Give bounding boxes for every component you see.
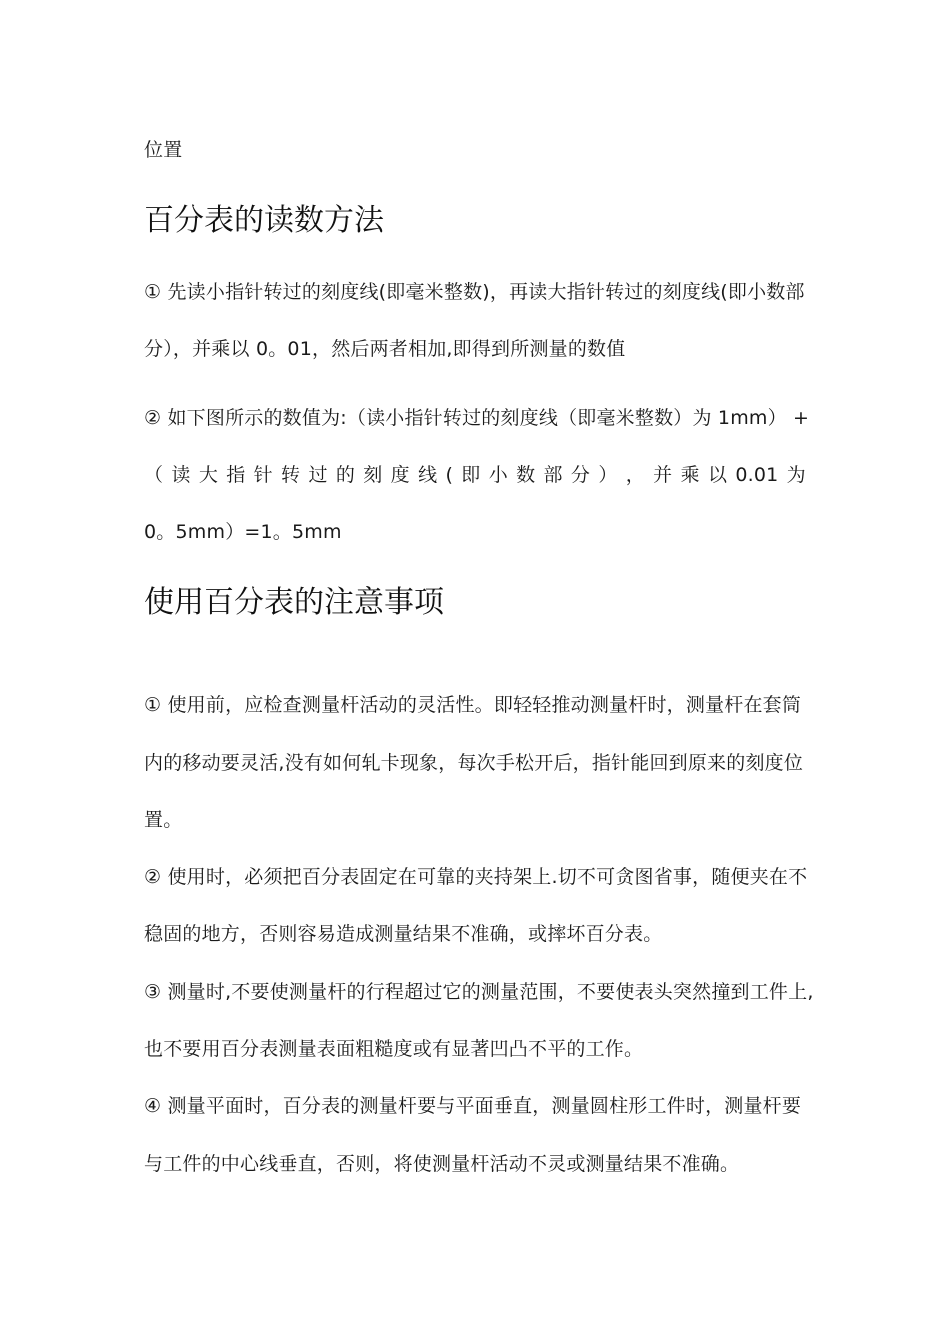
- text-line-reading-step1-b: 分），并乘以 0。01，然后两者相加,即得到所测量的数值: [144, 338, 626, 360]
- justified-glyph: 指: [226, 464, 246, 486]
- justified-glyph: ）: [598, 464, 618, 486]
- justified-glyph: 0.01: [735, 464, 779, 486]
- section-heading-precautions: 使用百分表的注意事项: [144, 585, 444, 620]
- section-heading-reading-method: 百分表的读数方法: [144, 203, 384, 238]
- justified-glyph: 并: [653, 464, 673, 486]
- justified-glyph: 度: [390, 464, 410, 486]
- text-line-reading-step2-c: 0。5mm）=1。5mm: [144, 521, 342, 543]
- justified-glyph: 线: [418, 464, 438, 486]
- text-line-reading-step2-a: ② 如下图所示的数值为:（读小指针转过的刻度线（即毫米整数）为 1mm） +: [144, 407, 810, 429]
- text-line-precaution1-b: 内的移动要灵活,没有如何轧卡现象，每次手松开后，指针能回到原来的刻度位: [144, 752, 804, 774]
- justified-glyph: 针: [253, 464, 273, 486]
- justified-glyph: 分: [570, 464, 591, 486]
- justified-glyph: 数: [516, 464, 536, 486]
- justified-glyph: 为: [786, 464, 806, 486]
- justified-glyph: 刻: [363, 464, 383, 486]
- justified-glyph: 即: [461, 464, 481, 486]
- text-line-precaution3-b: 也不要用百分表测量表面粗糙度或有显著凹凸不平的工作。: [144, 1038, 644, 1060]
- justified-glyph: 的: [335, 464, 356, 486]
- justified-glyph: 以: [707, 464, 728, 486]
- justified-glyph: 大: [198, 464, 219, 486]
- text-line-precaution4-a: ④ 测量平面时，百分表的测量杆要与平面垂直，测量圆柱形工件时，测量杆要: [144, 1095, 802, 1117]
- justified-glyph: （: [144, 464, 164, 486]
- text-line-precaution2-a: ② 使用时，必须把百分表固定在可靠的夹持架上.切不可贪图省事，随便夹在不: [144, 866, 808, 888]
- text-line-position-tail: 位置: [144, 139, 183, 161]
- justified-glyph: 乘: [680, 464, 700, 486]
- text-line-reading-step2-b: [144, 463, 806, 487]
- justified-text: [144, 463, 806, 487]
- text-line-precaution1-a: ① 使用前，应检查测量杆活动的灵活性。即轻轻推动测量杆时，测量杆在套筒: [144, 694, 802, 716]
- text-line-precaution1-c: 置。: [144, 809, 183, 831]
- text-line-precaution2-b: 稳固的地方，否则容易造成测量结果不准确，或摔坏百分表。: [144, 923, 663, 945]
- text-line-reading-step1-a: ① 先读小指针转过的刻度线(即毫米整数)，再读大指针转过的刻度线(即小数部: [144, 281, 805, 303]
- justified-glyph: 小: [488, 464, 508, 486]
- justified-glyph: 过: [308, 464, 328, 486]
- justified-glyph: 读: [171, 464, 191, 486]
- text-line-precaution3-a: ③ 测量时,不要使测量杆的行程超过它的测量范围，不要使表头突然撞到工件上,: [144, 981, 814, 1003]
- justified-glyph: 部: [543, 464, 563, 486]
- justified-glyph: 转: [281, 464, 301, 486]
- justified-glyph: ，: [625, 464, 645, 486]
- text-line-precaution4-b: 与工件的中心线垂直，否则，将使测量杆活动不灵或测量结果不准确。: [144, 1153, 740, 1175]
- justified-glyph: (: [445, 464, 454, 486]
